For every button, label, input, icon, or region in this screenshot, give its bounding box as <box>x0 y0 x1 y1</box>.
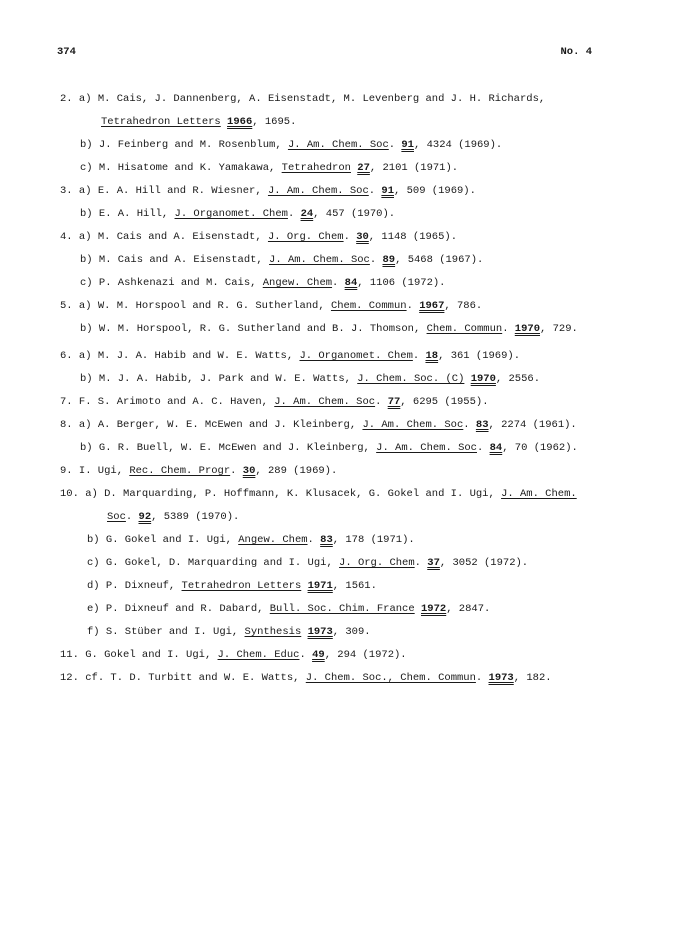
volume-number: 84 <box>489 442 503 454</box>
reference-text: P. Dixneuf, <box>105 580 182 592</box>
journal-name: J. Am. Chem. Soc <box>267 185 369 197</box>
reference-label: c) <box>87 557 106 569</box>
reference-label: f) <box>87 626 106 638</box>
reference-text: I. Ugi, <box>78 465 130 477</box>
journal-name: J. Organomet. Chem <box>174 208 288 220</box>
reference-8b <box>80 442 578 455</box>
volume-number: 89 <box>382 254 396 266</box>
reference-label: 10. a) <box>60 488 105 500</box>
reference-label: b) <box>80 442 99 454</box>
reference-text: G. Gokel, D. Marquarding and I. Ugi, <box>105 557 340 569</box>
reference-text: . <box>230 465 243 477</box>
reference-2b <box>80 139 502 152</box>
reference-text: M. Hisatome and K. Yamakawa, <box>98 162 282 174</box>
journal-name: J. Org. Chem <box>339 557 415 569</box>
reference-text: D. Marquarding, P. Hoffmann, K. Klusacek, G. Gokel and I. Ugi, <box>104 488 502 500</box>
volume-number: 1973 <box>307 626 333 638</box>
reference-label: b) <box>80 323 99 335</box>
reference-text: P. Dixneuf and R. Dabard, <box>105 603 270 615</box>
reference-text: . <box>412 350 426 362</box>
volume-number: 83 <box>475 419 489 431</box>
journal-name: J. Am. Chem. Soc <box>287 139 389 151</box>
reference-text: J. Feinberg and M. Rosenblum, <box>98 139 288 151</box>
reference-text: , 6295 (1955). <box>400 396 489 408</box>
reference-2a-continued <box>101 116 296 129</box>
reference-text: , 70 (1962). <box>502 442 578 454</box>
reference-text: M. Cais and A. Eisenstadt, <box>97 231 268 243</box>
journal-name: J. Am. Chem. Soc <box>274 396 376 408</box>
volume-number: 27 <box>357 162 370 174</box>
reference-10a <box>60 488 577 501</box>
reference-label: e) <box>87 603 106 615</box>
reference-label: 5. a) <box>60 300 98 312</box>
reference-5a <box>60 300 482 313</box>
reference-text: , 1695. <box>252 116 297 128</box>
reference-label: b) <box>80 254 99 266</box>
journal-name: J. Organomet. Chem <box>299 350 413 362</box>
reference-label: 7. <box>60 396 79 408</box>
reference-12 <box>60 672 552 685</box>
reference-text: , 2556. <box>495 373 541 385</box>
reference-text: , 5389 (1970). <box>151 511 240 523</box>
reference-text: . <box>388 139 402 151</box>
reference-label: 4. a) <box>60 231 98 243</box>
journal-name: Tetrahedron <box>281 162 351 174</box>
volume-number: 77 <box>387 396 401 408</box>
reference-text: . <box>475 672 489 684</box>
reference-5b <box>80 323 578 336</box>
reference-label: 12. <box>60 672 86 684</box>
reference-text: . <box>476 442 490 454</box>
journal-name: J. Chem. Soc. (C) <box>357 373 465 385</box>
reference-text: M. Cais and A. Eisenstadt, <box>98 254 270 266</box>
reference-text: , 729. <box>540 323 578 335</box>
reference-label: 2. a) <box>60 93 98 105</box>
journal-name: J. Chem. Educ <box>217 649 300 661</box>
reference-8a <box>60 419 577 432</box>
reference-text: . <box>368 185 382 197</box>
volume-number: 91 <box>381 185 394 197</box>
reference-text: W. M. Horspool, R. G. Sutherland and B. J. Thomson, <box>98 323 427 335</box>
reference-text: G. Gokel and I. Ugi, <box>85 649 218 661</box>
journal-name: Tetrahedron Letters <box>101 116 221 128</box>
reference-text: , 289 (1969). <box>255 465 338 477</box>
reference-10c <box>87 557 528 570</box>
reference-text: . <box>406 300 420 312</box>
reference-text: M. J. A. Habib and W. E. Watts, <box>97 350 300 362</box>
volume-number: 1970 <box>470 373 496 385</box>
volume-number: 1970 <box>514 323 541 335</box>
reference-3a <box>60 185 476 198</box>
reference-text: . <box>287 208 301 220</box>
reference-11 <box>60 649 407 662</box>
volume-number: 30 <box>356 231 369 243</box>
volume-number: 30 <box>242 465 256 477</box>
reference-text: , 4324 (1969). <box>413 139 503 151</box>
reference-text: , 309. <box>332 626 371 638</box>
reference-7 <box>60 396 489 409</box>
reference-10e <box>87 603 490 616</box>
reference-text: , 294 (1972). <box>324 649 407 661</box>
reference-text: , 1148 (1965). <box>368 231 458 243</box>
reference-text: . <box>332 277 345 289</box>
reference-label: d) <box>87 580 106 592</box>
reference-text: , 1106 (1972). <box>357 277 446 289</box>
reference-text: . <box>502 323 515 335</box>
reference-label: c) <box>80 162 99 174</box>
reference-label: 9. <box>60 465 79 477</box>
reference-text: , 786. <box>444 300 483 312</box>
reference-label: b) <box>80 373 99 385</box>
reference-text: , 457 (1970). <box>313 208 396 220</box>
volume-number: 1967 <box>419 300 445 312</box>
reference-10f <box>87 626 371 639</box>
reference-10a-continued <box>107 511 239 524</box>
reference-label: 11. <box>60 649 86 661</box>
reference-text: A. Berger, W. E. McEwen and J. Kleinberg, <box>97 419 363 431</box>
journal-name: Angew. Chem <box>262 277 333 289</box>
reference-text: , 3052 (1972). <box>439 557 529 569</box>
volume-number: 1973 <box>488 672 514 684</box>
issue-label: No. 4 <box>560 46 592 58</box>
volume-number: 1966 <box>227 116 253 128</box>
journal-name: Synthesis <box>244 626 302 638</box>
journal-name: J. Am. Chem. Soc <box>376 442 477 454</box>
reference-6b <box>80 373 540 386</box>
volume-number: 83 <box>320 534 333 546</box>
reference-text: S. Stüber and I. Ugi, <box>105 626 245 638</box>
volume-number: 91 <box>401 139 414 151</box>
reference-text: E. A. Hill, <box>98 208 175 220</box>
journal-name: Rec. Chem. Progr <box>129 465 231 477</box>
reference-label: b) <box>87 534 106 546</box>
journal-name: J. Am. Chem. Soc <box>362 419 464 431</box>
journal-name: J. Am. Chem. <box>501 488 577 500</box>
reference-text: . <box>414 557 428 569</box>
reference-label: b) <box>80 208 99 220</box>
journal-name: Bull. Soc. Chim. France <box>269 603 415 615</box>
reference-6a <box>60 350 520 363</box>
reference-text: . <box>369 254 383 266</box>
reference-label: c) <box>80 277 99 289</box>
reference-text: . <box>125 511 139 523</box>
journal-name: Tetrahedron Letters <box>181 580 302 592</box>
reference-label: 8. a) <box>60 419 98 431</box>
journal-name: Angew. Chem <box>238 534 308 546</box>
journal-name: Chem. Commun <box>426 323 503 335</box>
reference-text: G. R. Buell, W. E. McEwen and J. Kleinberg, <box>98 442 377 454</box>
reference-2c <box>80 162 458 175</box>
reference-4b <box>80 254 483 267</box>
reference-text: M. Cais, J. Dannenberg, A. Eisenstadt, M. Levenberg and J. H. Richards, <box>97 93 546 105</box>
page-number: 374 <box>57 46 76 58</box>
reference-text: M. J. A. Habib, J. Park and W. E. Watts, <box>98 373 358 385</box>
volume-number: 37 <box>427 557 440 569</box>
reference-4a <box>60 231 457 244</box>
reference-10b <box>87 534 415 547</box>
reference-2a <box>60 93 545 106</box>
volume-number: 1971 <box>307 580 333 592</box>
reference-text: . <box>375 396 388 408</box>
reference-text: , 2101 (1971). <box>369 162 459 174</box>
reference-text: , 509 (1969). <box>394 185 476 197</box>
reference-text: . <box>463 419 476 431</box>
reference-text: G. Gokel and I. Ugi, <box>105 534 239 546</box>
reference-3b <box>80 208 395 221</box>
reference-text: P. Ashkenazi and M. Cais, <box>98 277 263 289</box>
reference-text: . <box>299 649 313 661</box>
volume-number: 18 <box>425 350 439 362</box>
journal-name: Chem. Commun <box>330 300 407 312</box>
reference-label: 3. a) <box>60 185 98 197</box>
reference-text: E. A. Hill and R. Wiesner, <box>97 185 268 197</box>
reference-text: , 182. <box>513 672 552 684</box>
volume-number: 24 <box>300 208 314 220</box>
reference-text: . <box>343 231 357 243</box>
reference-text: , 5468 (1967). <box>395 254 484 266</box>
reference-text: , 1561. <box>332 580 377 592</box>
reference-text: , 361 (1969). <box>438 350 521 362</box>
reference-text: , 2274 (1961). <box>488 419 577 431</box>
volume-number: 84 <box>344 277 358 289</box>
reference-label: b) <box>80 139 99 151</box>
reference-9 <box>60 465 337 478</box>
journal-name: J. Chem. Soc., Chem. Commun <box>305 672 476 684</box>
volume-number: 49 <box>312 649 325 661</box>
reference-text: , 178 (1971). <box>332 534 415 546</box>
reference-text: cf. T. D. Turbitt and W. E. Watts, <box>85 672 306 684</box>
reference-10d <box>87 580 377 593</box>
volume-number: 1972 <box>420 603 447 615</box>
volume-number: 92 <box>138 511 152 523</box>
reference-text: . <box>307 534 321 546</box>
reference-4c <box>80 277 445 290</box>
journal-name: J. Am. Chem. Soc <box>269 254 370 266</box>
journal-name: Soc <box>107 511 126 523</box>
reference-text: W. M. Horspool and R. G. Sutherland, <box>97 300 331 312</box>
reference-text: , 2847. <box>446 603 491 615</box>
reference-text: F. S. Arimoto and A. C. Haven, <box>78 396 275 408</box>
journal-name: J. Org. Chem <box>267 231 344 243</box>
reference-label: 6. a) <box>60 350 98 362</box>
